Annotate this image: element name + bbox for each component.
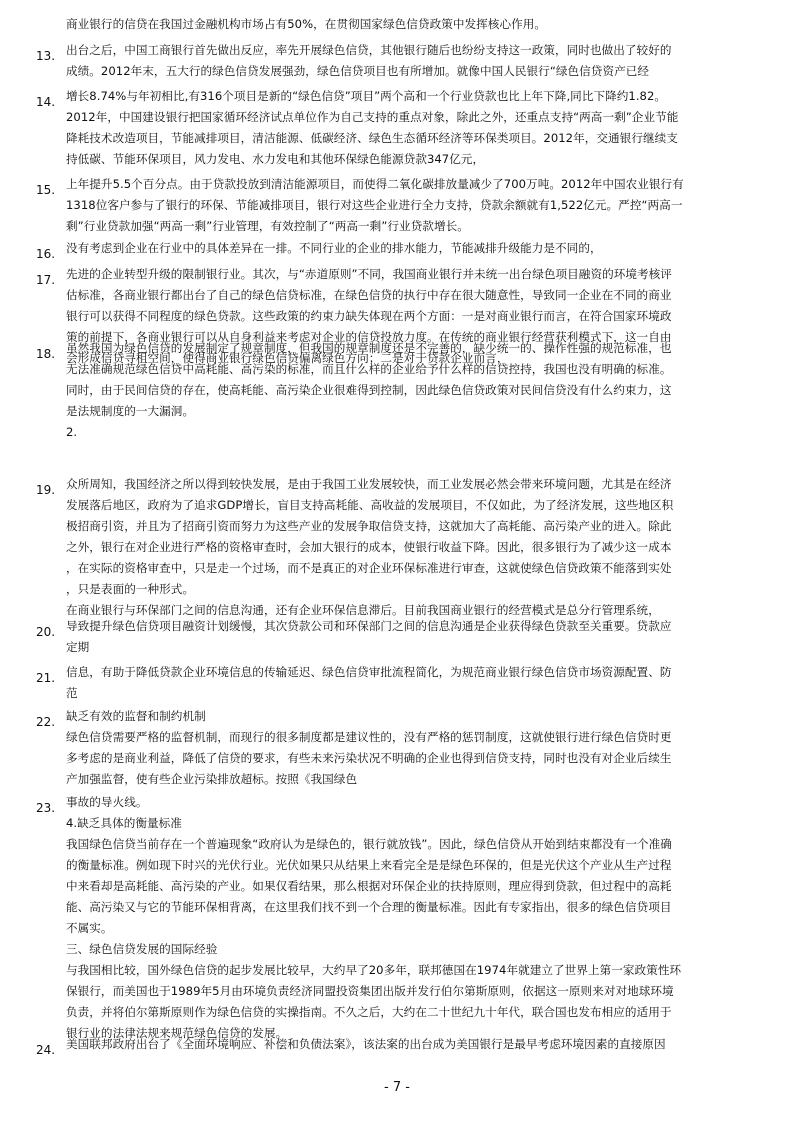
text-line: 2012年，中国建设银行把国家循环经济试点单位作为自己支持的重点对象，除此之外，还重点支持“两高一剩”企业节能 bbox=[66, 110, 679, 124]
item-number: 23. bbox=[36, 801, 56, 815]
text-line: 1318位客户参与了银行的环保、节能减排项目，银行对这些企业进行全力支持，贷款余额就有1,522亿元。严控“两高一 bbox=[66, 198, 683, 212]
text-line: 三、绿色信贷发展的国际经验 bbox=[66, 942, 218, 956]
text-line: 我国绿色信贷当前存在一个普遍现象“政府认为是绿色的，银行就放钱”。因此，绿色信贷从开始到结束都没有一个准确 bbox=[66, 837, 672, 851]
text-line: 事故的导火线。 bbox=[66, 795, 148, 809]
text-line: 的衡量标准。例如现下时兴的光伏行业。光伏如果只从结果上来看完全是是绿色环保的，但是光伏这个产业从生产过程 bbox=[66, 858, 672, 872]
text-line: 上年提升5.5个百分点。由于贷款投放到清洁能源项目，而使得二氧化碳排放量减少了700万吨。2012年中国农业银行有 bbox=[66, 177, 684, 191]
item-number: 15. bbox=[36, 183, 56, 197]
text-line: 美国联邦政府出台了《全面环境响应、补偿和负债法案》，该法案的出台成为美国银行是最早考虑环境因素的直接原因 bbox=[66, 1037, 666, 1051]
text-line: 降耗技术改造项目，节能减排项目，清洁能源、低碳经济、绿色生态循环经济等环保类项目。2012年，交通银行继续支 bbox=[66, 131, 678, 145]
text-line: 中来看却是高耗能、高污染的产业。如果仅看结果，那么根据对环保企业的扶持原则，理应得到贷款，但过程中的高耗 bbox=[66, 879, 672, 893]
text-line: 多考虑的是商业利益，降低了信贷的要求，有些未来污染状况不明确的企业也得到信贷支持，同时也没有对企业后续生 bbox=[66, 751, 672, 765]
text-line: 定期 bbox=[66, 640, 90, 654]
text-block bbox=[66, 40, 766, 82]
item-number: 24. bbox=[36, 1043, 56, 1057]
text-block bbox=[66, 238, 766, 259]
text-line: 负责，并将伯尔第斯原则作为绿色信贷的实操指南。不久之后，大约在二十世纪九十年代，联合国也发布相应的适用于 bbox=[66, 1005, 672, 1019]
text-line: 是法规制度的一大漏洞。 bbox=[66, 404, 195, 418]
text-line: 成绩。2012年末，五大行的绿色信贷发展强劲，绿色信贷项目也有所增加。就像中国人民银行“绿色信贷资产已经 bbox=[66, 64, 650, 78]
text-line: 产加强监督，使有些企业污染排放超标。按照《我国绿色 bbox=[66, 772, 358, 786]
text-line: 不属实。 bbox=[66, 921, 113, 935]
text-line: 众所周知，我国经济之所以得到较快发展，是由于我国工业发展较快，而工业发展必然会带来环境问题，尤其是在经济 bbox=[66, 477, 672, 491]
text-line: 估标准，各商业银行都出台了自己的绿色信贷标准，在绿色信贷的执行中存在很大随意性，导致同一企业在不同的商业 bbox=[66, 288, 672, 302]
text-line: ，在实际的资格审查中，只是走一个过场，而不是真正的对企业环保标准进行审查，这就使绿色信贷政策不能落到实处 bbox=[66, 561, 672, 575]
text-line: 范 bbox=[66, 686, 78, 700]
text-block bbox=[66, 792, 766, 1044]
text-line: 能、高污染又与它的节能环保相背离，在这里我们找不到一个合理的衡量标准。因此有专家指出，很多的绿色信贷项目 bbox=[66, 900, 672, 914]
item-number: 20. bbox=[36, 625, 56, 639]
text-line: 银行业的法律法规来规范绿色信贷的发展。 bbox=[66, 1026, 288, 1040]
item-number: 19. bbox=[36, 483, 56, 497]
text-line: 缺乏有效的监督和制约机制 bbox=[66, 709, 206, 723]
text-line: 持低碳、节能环保项目，风力发电、水力发电和其他环保绿色能源贷款347亿元， bbox=[66, 152, 485, 166]
text-block bbox=[66, 174, 766, 237]
text-line: 剩”行业贷款加强“两高一剩”行业管理，有效控制了“两高一剩”行业贷款增长。 bbox=[66, 219, 469, 233]
text-line: 商业银行的信贷在我国过金融机构市场占有50%，在贯彻国家绿色信贷政策中发挥核心作用。 bbox=[66, 17, 547, 31]
text-line: 增长8.74%与年初相比,有316个项目是新的“绿色信贷”项目”两个高和一个行业贷款也比上年下降,同比下降约1.82。 bbox=[66, 89, 667, 103]
text-line: 银行可以获得不同程度的绿色贷款。这些政策的约束力缺失体现在两个方面：一是对商业银行而言，在符合国家环境政 bbox=[66, 309, 672, 323]
text-line: 会形成信贷寻租空间，使得商业银行绿色信贷偏离绿色方向；二是对于贷款企业而言， bbox=[66, 351, 509, 365]
item-number: 17. bbox=[36, 273, 56, 287]
text-line: 在商业银行与环保部门之间的信息沟通，还有企业环保信息滞后。目前我国商业银行的经营模式是总分行管理系统， bbox=[66, 603, 660, 617]
text-block bbox=[66, 86, 766, 170]
text-line: 绿色信贷需要严格的监督机制，而现行的很多制度都是建议性的，没有严格的惩罚制度，这就使银行进行绿色信贷时更 bbox=[66, 730, 672, 744]
page-number: - 7 - bbox=[384, 1080, 410, 1095]
text-line: 信息，有助于降低贷款企业环境信息的传输延迟、绿色信贷审批流程简化，为规范商业银行绿色信贷市场资源配置、防 bbox=[66, 665, 672, 679]
text-block bbox=[66, 1034, 766, 1055]
item-number: 16. bbox=[36, 247, 56, 261]
text-line: 同时，由于民间信贷的存在，使高耗能、高污染企业很难得到控制，因此绿色信贷政策对民间信贷没有什么约束力，这 bbox=[66, 383, 672, 397]
item-number: 14. bbox=[36, 95, 56, 109]
text-line: 保银行，而美国也于1989年5月由环境负责经济同盟投资集团出版并发行伯尔第斯原则，依据这一原则来对对地球环境 bbox=[66, 984, 674, 998]
text-line: 导致提升绿色信贷项目融资计划缓慢，其次贷款公司和环保部门之间的信息沟通是企业获得绿色贷款至关重要。贷款应 bbox=[66, 619, 672, 633]
text-line: 极招商引资，并且为了招商引资而努力为这些产业的发展争取信贷支持，这就加大了高耗能、高污染产业的进入。除此 bbox=[66, 519, 672, 533]
text-line: 与我国相比较，国外绿色信贷的起步发展比较早，大约早了20多年，联邦德国在1974年就建立了世界上第一家政策性环 bbox=[66, 963, 682, 977]
text-line: 策的前提下，各商业银行可以从自身利益来考虑对企业的信贷投放力度。在传统的商业银行经营获利模式下，这一自由 bbox=[66, 330, 672, 344]
text-block bbox=[66, 14, 766, 35]
item-number: 18. bbox=[36, 347, 56, 361]
text-block bbox=[66, 616, 766, 658]
text-line: 先进的企业转型升级的限制银行业。其次，与“赤道原则”不同，我国商业银行并未统一出台绿色项目融资的环境考核评 bbox=[66, 267, 672, 281]
text-block bbox=[66, 338, 766, 443]
item-number: 13. bbox=[36, 49, 56, 63]
text-line: 出台之后，中国工商银行首先做出反应，率先开展绿色信贷，其他银行随后也纷纷支持这一政策，同时也做出了较好的 bbox=[66, 43, 672, 57]
item-number: 21. bbox=[36, 671, 56, 685]
text-line: ，只是表面的一种形式。 bbox=[66, 582, 195, 596]
item-number: 22. bbox=[36, 715, 56, 729]
text-line: 没有考虑到企业在行业中的具体差异在一排。不同行业的企业的排水能力，节能减排升级能力是不同的， bbox=[66, 241, 602, 255]
text-line: 发展落后地区，政府为了追求GDP增长，盲目支持高耗能、高收益的发展项目，不仅如此，为了经济发展，这些地区积 bbox=[66, 498, 674, 512]
text-block bbox=[66, 662, 766, 704]
text-line: 4.缺乏具体的衡量标准 bbox=[66, 816, 182, 830]
text-block bbox=[66, 474, 766, 621]
text-line: 2. bbox=[66, 425, 78, 439]
text-line: 之外，银行在对企业进行严格的资格审查时，会加大银行的成本，使银行收益下降。因此，很多银行为了减少这一成本 bbox=[66, 540, 672, 554]
text-line: 虽然我国为绿色信贷的发展制定了规章制度，但我国的规章制度还是不完善的，缺少统一的、操作性强的规范标准，也 bbox=[66, 341, 672, 355]
text-block bbox=[66, 706, 766, 790]
text-line: 无法准确规范绿色信贷中高耗能、高污染的标准，而且什么样的企业给予什么样的信贷控持，我国也没有明确的标准。 bbox=[66, 362, 672, 376]
